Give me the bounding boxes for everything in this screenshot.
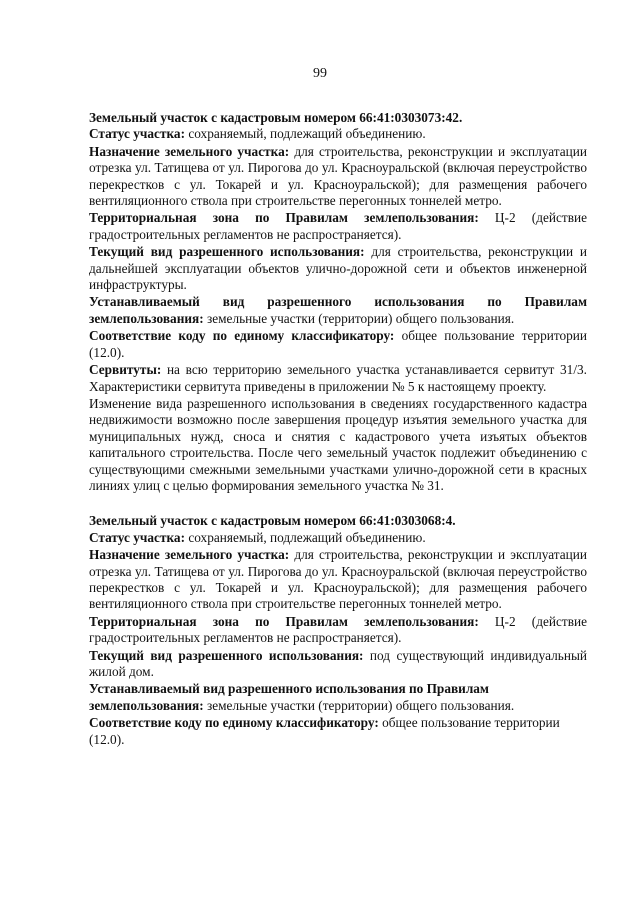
classifier-label: Соответствие коду по единому классификатору: (89, 715, 379, 731)
purpose-line (89, 547, 587, 613)
classifier-line (89, 715, 587, 748)
current-use-line (89, 244, 587, 293)
current-use-text: под существующий индивидуальный жилой дом. (89, 647, 587, 679)
servitude-label: Сервитуты: (89, 362, 162, 378)
purpose-line (89, 144, 587, 210)
planned-use-text: земельные участки (территории) общего пользования. (203, 697, 515, 713)
block-spacer (89, 495, 587, 513)
note-paragraph (89, 396, 587, 494)
land-plot-block-1 (89, 110, 587, 494)
status-label: Статус участка: (89, 126, 186, 142)
current-use-line (89, 648, 587, 681)
servitude-text: на всю территорию земельного участка устанавливается сервитут 31/3. Характеристики сервитута приведены в приложении № 5 к настоящему проекту. (89, 362, 587, 394)
planned-use-label: Устанавливаемый вид разрешенного использования по Правилам землепользования: (89, 294, 587, 326)
land-plot-block-2 (89, 513, 587, 748)
purpose-label: Назначение земельного участка: (89, 143, 290, 159)
purpose-text: для строительства, реконструкции и эксплуатации отрезка ул. Татищева от ул. Пирогова до ул. Красноуральской (включая переустройство перекрестков с ул. Токарей и ул. Красноуральской); для размещения рабочего вентиляционного ствола при строительстве перегонных тоннелей метро. (89, 547, 587, 612)
page-number: 99 (313, 66, 327, 81)
zone-line (89, 614, 587, 647)
current-use-label: Текущий вид разрешенного использования: (89, 647, 364, 663)
status-text: сохраняемый, подлежащий объединению. (185, 126, 426, 142)
status-text: сохраняемый, подлежащий объединению. (185, 529, 426, 545)
current-use-label: Текущий вид разрешенного использования: (89, 244, 365, 260)
land-plot-title: Земельный участок с кадастровым номером 66:41:0303068:4. (89, 513, 456, 529)
zone-line (89, 210, 587, 243)
purpose-text: для строительства, реконструкции и эксплуатации отрезка ул. Татищева от ул. Пирогова до ул. Красноуральской (включая переустройство перекрестков с ул. Токарей и ул. Красноуральской); для размещения рабочего вентиляционного ствола при строительстве перегонных тоннелей метро. (89, 143, 587, 209)
zone-label: Территориальная зона по Правилам землепользования: (89, 613, 479, 629)
document-body (89, 110, 587, 749)
planned-use-label: Устанавливаемый вид разрешенного использования по Правилам землепользования: (89, 681, 489, 713)
planned-use-line (89, 294, 587, 327)
classifier-line (89, 328, 587, 361)
planned-use-text: земельные участки (территории) общего пользования. (203, 310, 515, 326)
classifier-text: общее пользование территории (12.0). (89, 328, 587, 360)
purpose-label: Назначение земельного участка: (89, 547, 290, 563)
zone-text: Ц-2 (действие градостроительных регламентов не распространяется). (89, 613, 587, 646)
status-line (89, 126, 587, 142)
planned-use-line (89, 681, 587, 714)
status-line (89, 530, 587, 546)
classifier-text: общее пользование территории (12.0). (89, 715, 560, 747)
current-use-text: для строительства, реконструкции и дальнейшей эксплуатации объектов улично-дорожной сети и объектов инженерной инфраструктуры. (89, 244, 587, 293)
classifier-label: Соответствие коду по единому классификатору: (89, 328, 395, 344)
land-plot-title: Земельный участок с кадастровым номером 66:41:0303073:42. (89, 110, 463, 125)
servitude-line (89, 362, 587, 395)
zone-label: Территориальная зона по Правилам землепользования: (89, 210, 479, 226)
note-text: Изменение вида разрешенного использования в сведениях государственного кадастра недвижимости возможно после завершения процедур изъятия земельного участка для муниципальных нужд, сноса и снятия с кадастрового учета изъятых объектов капитального строительства. После чего земельный участок подлежит объединению с существующими смежными земельными участками улично-дорожной сети в красных линиях улиц с целью формирования земельного участка № 31. (89, 395, 587, 493)
status-label: Статус участка: (89, 529, 186, 545)
zone-text: Ц-2 (действие градостроительных регламентов не распространяется). (89, 210, 587, 242)
